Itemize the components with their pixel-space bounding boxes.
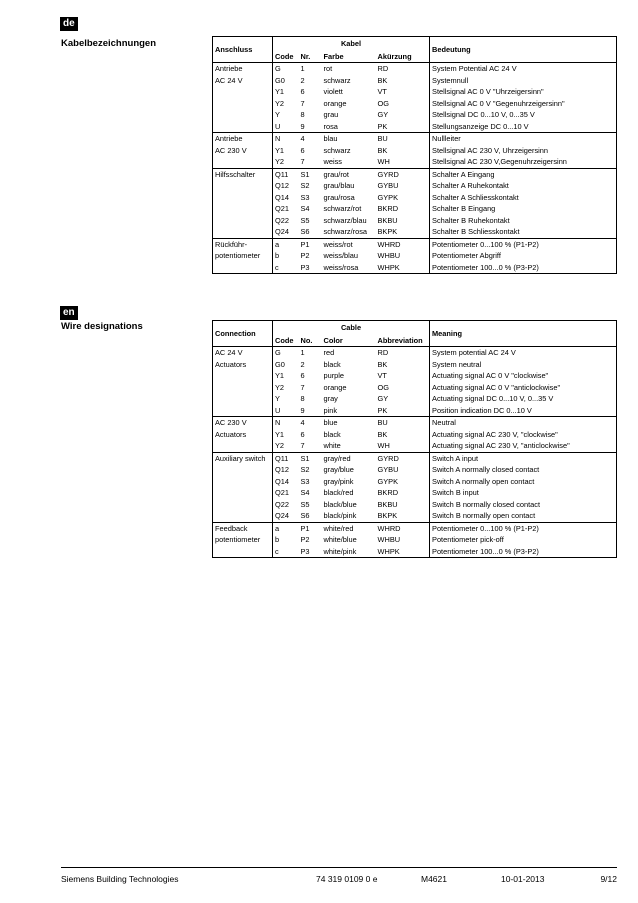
cell-number: 7 [300,441,305,450]
cell-color: gray/pink [323,476,354,486]
header-meaning: Meaning [430,321,617,347]
cell-number: P3 [299,546,322,558]
cell-color: weiss/rosa [322,262,376,274]
cell-color: schwarz/rosa [323,227,368,236]
cell-meaning: Potentiometer 0...100 % (P1-P2) [430,522,617,534]
cell-number: 8 [300,110,305,119]
table-row [213,250,617,262]
table-row [213,476,617,488]
cell-connection [213,370,273,382]
table-row [213,168,617,180]
cell-color: purple [323,371,345,380]
cell-connection [213,121,273,133]
cell-number: 6 [300,371,305,380]
cell-number: S1 [299,452,322,464]
cell-number: P3 [299,262,322,274]
header-code: Code [273,334,299,347]
table-row [213,98,617,110]
cell-meaning: Schalter B Ruhekontakt [430,215,617,227]
cell-meaning: Potentiometer 0...100 % (P1-P2) [430,238,617,250]
cell-number: 1 [300,64,305,73]
cell-meaning: Actuating signal AC 230 V, "anticlockwise" [430,440,617,452]
cell-meaning: Actuating signal AC 230 V, "clockwise" [430,429,617,441]
cell-meaning: Stellsignal AC 0 V "Gegenuhrzeigersinn" [430,98,617,110]
cell-number: 9 [300,121,305,131]
cell-abbreviation: GYRD [376,168,430,180]
cell-abbreviation: RD [376,63,430,75]
cell-number: P1 [299,522,322,534]
cell-color: orange [323,382,347,392]
table-row [213,262,617,274]
cell-connection [213,546,273,558]
table-row [213,464,617,476]
cell-code: Y [275,394,280,403]
cell-meaning: Switch B normally closed contact [430,499,617,511]
cell-abbreviation: VT [376,370,430,382]
cell-abbreviation: BKPK [376,510,430,522]
footer-doc-number: 74 319 0109 0 e [316,874,378,884]
cell-connection: Rückführ- [213,238,273,250]
cell-abbreviation: WHPK [376,546,430,558]
cell-color: pink [323,405,338,415]
table-row [213,487,617,499]
cell-code: U [275,405,281,415]
cell-connection: potentiometer [213,250,273,262]
cell-color: grau [323,110,339,119]
header-connection: Connection [213,321,273,347]
table-row [213,109,617,121]
cell-number: S4 [300,204,310,213]
table-row [213,393,617,405]
cell-abbreviation: GYBU [376,180,430,192]
cell-abbreviation: PK [376,405,430,417]
cell-color: violett [323,87,343,96]
cell-number: 9 [300,405,305,415]
cell-code: Q11 [273,168,299,180]
cell-color: rot [323,64,333,73]
header-number: No. [299,334,322,347]
cell-abbreviation: BKBU [376,499,430,511]
cell-color: black/red [323,488,354,497]
cell-meaning: Schalter A Eingang [430,168,617,180]
cell-color: schwarz [323,145,351,155]
cell-meaning: System Potential AC 24 V [430,63,617,75]
cell-connection [213,393,273,405]
cell-number: 6 [300,429,305,439]
cell-abbreviation: PK [376,121,430,133]
cell-connection: Actuators [213,429,273,441]
header-cable: Kabel [273,37,430,51]
footer-date: 10-01-2013 [501,874,545,884]
cell-number: 1 [300,348,305,357]
cell-connection: Antriebe [213,133,273,145]
header-abbreviation: Abbreviation [376,334,430,347]
cell-color: weiss/blau [323,251,359,260]
cell-number: 8 [300,394,305,403]
table-row [213,86,617,98]
language-tag-en: en [60,306,78,320]
cell-color: rosa [323,121,338,131]
cell-connection [213,86,273,98]
section-title-en: Wire designations [61,321,143,332]
table-row [213,452,617,464]
table-row [213,429,617,441]
header-code: Code [273,50,299,63]
cell-number: S6 [300,511,310,520]
cell-code: U [275,121,281,131]
cell-meaning: Stellsignal DC 0...10 V, 0...35 V [430,109,617,121]
table-row [213,192,617,204]
cell-abbreviation: VT [376,86,430,98]
table-row [213,417,617,429]
cell-code: G [275,64,281,73]
cell-number: S5 [300,215,310,225]
cell-color: black/pink [323,511,357,520]
cell-number: S1 [299,168,322,180]
cell-code: Q14 [275,192,289,202]
cell-connection [213,226,273,238]
cell-number: 4 [299,133,322,145]
cell-connection [213,487,273,499]
table-row [213,347,617,359]
cell-color: gray/blue [323,465,354,474]
table-row [213,499,617,511]
cell-code: Y1 [275,429,285,439]
table-row [213,382,617,394]
header-meaning: Bedeutung [430,37,617,63]
table-row [213,145,617,157]
cell-code: Y2 [275,157,285,166]
cell-connection [213,476,273,488]
cell-meaning: Potentiometer 100...0 % (P3-P2) [430,262,617,274]
cell-connection: Feedback [213,522,273,534]
cell-abbreviation: OG [376,98,430,110]
cell-number: 6 [300,145,305,155]
cell-abbreviation: BKRD [376,203,430,215]
header-number: Nr. [299,50,322,63]
cell-number: 7 [300,98,305,108]
cell-code: Q22 [275,215,289,225]
cell-abbreviation: BU [376,133,430,145]
cell-code: c [273,546,299,558]
cell-color: schwarz [323,75,351,85]
cell-abbreviation: GYPK [376,476,430,488]
table-row [213,440,617,452]
cell-abbreviation: GYRD [376,452,430,464]
cell-code: N [273,133,299,145]
cell-meaning: Switch B normally open contact [430,510,617,522]
table-row [213,534,617,546]
cell-connection [213,215,273,227]
cell-meaning: System potential AC 24 V [430,347,617,359]
cell-meaning: Potentiometer pick-off [430,534,617,546]
cell-code: Q11 [273,452,299,464]
cell-code: Q22 [275,499,289,509]
header-connection: Anschluss [213,37,273,63]
cell-connection: Antriebe [213,63,273,75]
cell-meaning: Schalter B Schliesskontakt [430,226,617,238]
cell-number: S4 [300,488,310,497]
cell-code: Y2 [275,382,285,392]
cell-abbreviation: GYPK [376,192,430,204]
header-cable: Cable [273,321,430,335]
cell-abbreviation: OG [376,382,430,394]
cell-connection [213,464,273,476]
cell-code: Y1 [275,371,285,380]
cell-number: S3 [300,192,310,202]
table-row [213,226,617,238]
cell-abbreviation: WH [376,440,430,452]
cell-code: a [273,522,299,534]
table-row [213,63,617,75]
cell-connection [213,156,273,168]
cell-number: P1 [299,238,322,250]
cell-number: 6 [300,87,305,96]
cell-connection [213,109,273,121]
cell-code: Y [275,110,280,119]
cell-meaning: Switch A normally closed contact [430,464,617,476]
cell-code: G [275,348,281,357]
cell-number: 2 [300,359,305,369]
cell-connection [213,440,273,452]
cell-color: grau/blau [323,181,355,190]
cell-abbreviation: WHBU [376,250,430,262]
cable-table-en [212,320,617,558]
cell-meaning: Systemnull [430,75,617,87]
page-footer [61,867,617,888]
table-row [213,510,617,522]
cell-code: Y1 [275,87,285,96]
cell-color: black/blue [323,499,357,509]
cell-connection [213,180,273,192]
cell-color: white [323,441,341,450]
cell-color: grau/rot [322,168,376,180]
cell-meaning: Stellsignal AC 230 V,Gegenuhrzeigersinn [430,156,617,168]
cell-color: weiss/rot [322,238,376,250]
footer-model: M4621 [421,874,447,884]
cell-connection: Actuators [213,359,273,371]
cell-abbreviation: WH [376,156,430,168]
footer-company: Siemens Building Technologies [61,874,179,884]
cell-abbreviation: GYBU [376,464,430,476]
cell-color: blau [322,133,376,145]
table-row [213,238,617,250]
header-color: Farbe [322,50,376,63]
cell-code: Y1 [275,145,285,155]
cell-number: S2 [300,181,310,190]
language-tag-de: de [60,17,78,31]
cell-meaning: Switch B input [430,487,617,499]
cell-abbreviation: BK [376,359,430,371]
cell-connection: AC 230 V [213,417,273,429]
table-row [213,133,617,145]
cell-meaning: System neutral [430,359,617,371]
cell-number: S6 [300,227,310,236]
cell-connection: AC 24 V [213,347,273,359]
cell-meaning: Switch A input [430,452,617,464]
cell-abbreviation: BU [376,417,430,429]
table-row [213,75,617,87]
cell-code: b [275,251,280,260]
cell-color: red [323,348,335,357]
cell-code: G0 [275,75,285,85]
cell-code: Q24 [275,511,289,520]
cell-meaning: Schalter A Schliesskontakt [430,192,617,204]
table-row [213,546,617,558]
cell-color: black [323,429,341,439]
header-abbreviation: Akürzung [376,50,430,63]
table-row [213,370,617,382]
cell-meaning: Position indication DC 0...10 V [430,405,617,417]
table-row [213,359,617,371]
cell-abbreviation: WHPK [376,262,430,274]
cell-color: schwarz/rot [323,204,362,213]
cell-abbreviation: BKPK [376,226,430,238]
cell-code: Q24 [275,227,289,236]
footer-page-number: 9/12 [600,874,617,884]
cell-number: 4 [299,417,322,429]
cell-code: G0 [275,359,285,369]
cell-number: S2 [300,465,310,474]
cell-connection: AC 24 V [213,75,273,87]
cell-color: white/blue [323,535,357,544]
cell-code: Q21 [275,204,289,213]
cell-abbreviation: RD [376,347,430,359]
cell-meaning: Stellsignal AC 0 V "Uhrzeigersinn" [430,86,617,98]
cell-abbreviation: BK [376,145,430,157]
cell-connection [213,510,273,522]
cell-code: c [273,262,299,274]
cable-table-de [212,36,617,274]
cell-number: S5 [300,499,310,509]
cell-meaning: Schalter A Ruhekontakt [430,180,617,192]
cell-meaning: Stellungsanzeige DC 0...10 V [430,121,617,133]
cell-connection [213,382,273,394]
cell-abbreviation: BK [376,75,430,87]
cell-number: 2 [300,75,305,85]
table-row [213,405,617,417]
table-row [213,156,617,168]
cell-abbreviation: WHBU [376,534,430,546]
table-row [213,180,617,192]
cell-code: a [273,238,299,250]
cell-code: b [275,535,280,544]
cell-connection [213,203,273,215]
cell-code: Q12 [275,181,289,190]
cell-meaning: Neutral [430,417,617,429]
cell-color: gray [323,394,338,403]
cell-meaning: Stellsignal AC 230 V, Uhrzeigersinn [430,145,617,157]
cell-color: schwarz/blau [323,215,367,225]
cell-meaning: Potentiometer 100...0 % (P3-P2) [430,546,617,558]
cell-connection: AC 230 V [213,145,273,157]
cell-meaning: Nullleiter [430,133,617,145]
cell-connection [213,405,273,417]
cell-color: weiss [323,157,342,166]
cell-meaning: Schalter B Eingang [430,203,617,215]
cell-meaning: Actuating signal DC 0...10 V, 0...35 V [430,393,617,405]
cell-abbreviation: WHRD [376,238,430,250]
cell-abbreviation: WHRD [376,522,430,534]
cell-meaning: Potentiometer Abgriff [430,250,617,262]
cell-meaning: Switch A normally open contact [430,476,617,488]
cell-color: white/pink [322,546,376,558]
cell-connection: Auxiliary switch [213,452,273,464]
cell-number: 7 [300,382,305,392]
cell-color: gray/red [322,452,376,464]
cell-abbreviation: GY [376,393,430,405]
cell-number: P2 [300,251,310,260]
cell-number: P2 [300,535,310,544]
table-row [213,121,617,133]
cell-color: blue [322,417,376,429]
cell-color: orange [323,98,347,108]
section-title-de: Kabelbezeichnungen [61,38,157,49]
cell-meaning: Actuating signal AC 0 V "clockwise" [430,370,617,382]
cell-color: grau/rosa [323,192,355,202]
table-row [213,215,617,227]
cell-number: S3 [300,476,310,486]
cell-color: black [323,359,341,369]
cell-code: N [273,417,299,429]
cell-number: 7 [300,157,305,166]
cell-abbreviation: BKRD [376,487,430,499]
cell-code: Q14 [275,476,289,486]
cell-color: white/red [322,522,376,534]
table-row [213,522,617,534]
cell-code: Q21 [275,488,289,497]
table-row [213,203,617,215]
cell-abbreviation: BK [376,429,430,441]
cell-code: Y2 [275,98,285,108]
header-color: Color [322,334,376,347]
cell-connection: potentiometer [213,534,273,546]
cell-connection [213,499,273,511]
cell-code: Y2 [275,441,285,450]
cell-connection [213,192,273,204]
cell-connection [213,262,273,274]
cell-abbreviation: BKBU [376,215,430,227]
cell-abbreviation: GY [376,109,430,121]
cell-code: Q12 [275,465,289,474]
cell-connection [213,98,273,110]
cell-connection: Hilfsschalter [213,168,273,180]
cell-meaning: Actuating signal AC 0 V "anticlockwise" [430,382,617,394]
